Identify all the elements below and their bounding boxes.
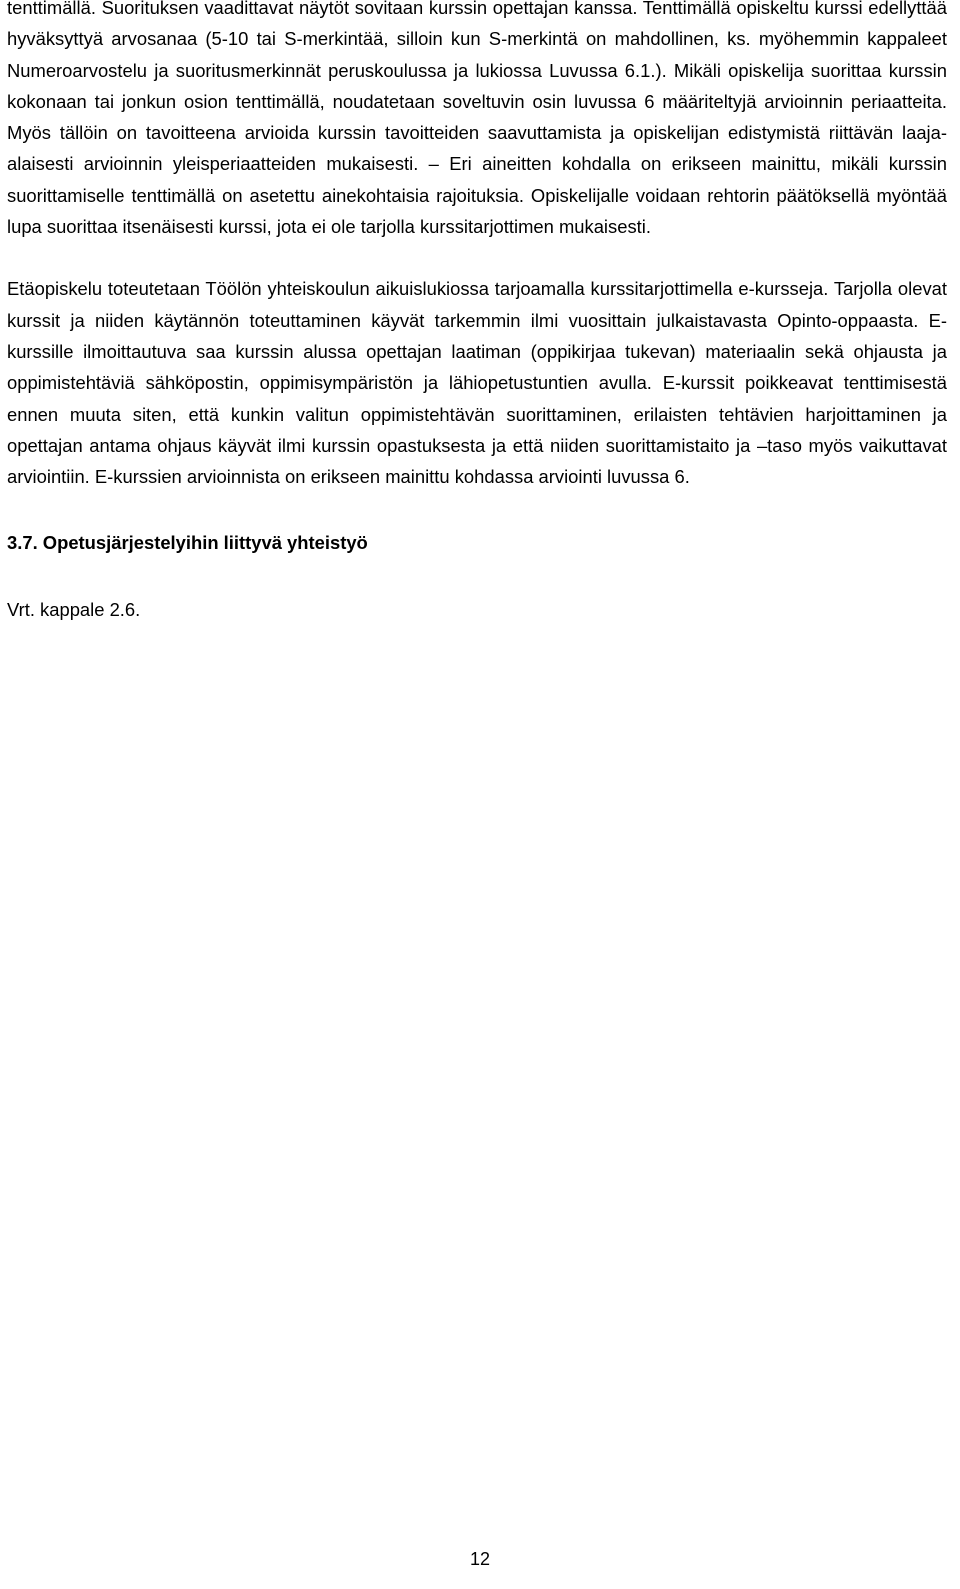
section-heading: 3.7. Opetusjärjestelyihin liittyvä yhteistyö: [7, 532, 368, 554]
body-paragraph: tenttimällä. Suorituksen vaadittavat näytöt sovitaan kurssin opettajan kanssa. Tenttimällä opiskeltu kurssi edellyttää hyväksyttyä arvosanaa (5-10 tai S-merkintää, silloin kun S-merkintä on mahdollinen, ks. myöhemmin kappaleet Numeroarvostelu ja suoritusmerkinnät peruskoulussa ja lukiossa Luvussa 6.1.). Mikäli opiskelija suorittaa kurssin kokonaan tai jonkun osion tenttimällä, noudatetaan soveltuvin osin luvussa 6 määriteltyjä arvioinnin periaatteita. Myös tällöin on tavoitteena arvioida kurssin tavoitteiden saavuttamista ja opiskelijan edistymistä riittävän laaja-alaisesti arvioinnin yleisperiaatteiden mukaisesti. – Eri aineitten kohdalla on erikseen mainittu, mikäli kurssin suorittamiselle tenttimällä on asetettu ainekohtaisia rajoituksia. Opiskelijalle voidaan rehtorin päätöksellä myöntää lupa suorittaa itsenäisesti kurssi, jota ei ole tarjolla kurssitarjottimen mukaisesti.: [7, 0, 947, 238]
body-paragraph: Etäopiskelu toteutetaan Töölön yhteiskoulun aikuislukiossa tarjoamalla kurssitarjottimella e-kursseja. Tarjolla olevat kurssit ja niiden käytännön toteuttaminen käyvät tarkemmin ilmi vuosittain julkaistavasta Opinto-oppaasta. E-kurssille ilmoittautuva saa kurssin alussa opettajan laatiman (oppikirjaa tukevan) materiaalin sekä ohjausta ja oppimistehtäviä sähköpostin, oppimisympäristön ja lähiopetustuntien avulla. E-kurssit poikkeavat tenttimisestä ennen muuta siten, että kunkin valitun oppimistehtävän suorittaminen, erilaisten tehtävien harjoittaminen ja opettajan antama ohjaus käyvät ilmi kurssin opastuksesta ja että niiden suorittamistaito ja –taso myös vaikuttavat arviointiin. E-kurssien arvioinnista on erikseen mainittu kohdassa arviointi luvussa 6.: [7, 278, 947, 488]
page-number: 12: [469, 1549, 491, 1569]
document-page: [7, 0, 947, 625]
cross-reference-text: Vrt. kappale 2.6.: [7, 598, 141, 620]
